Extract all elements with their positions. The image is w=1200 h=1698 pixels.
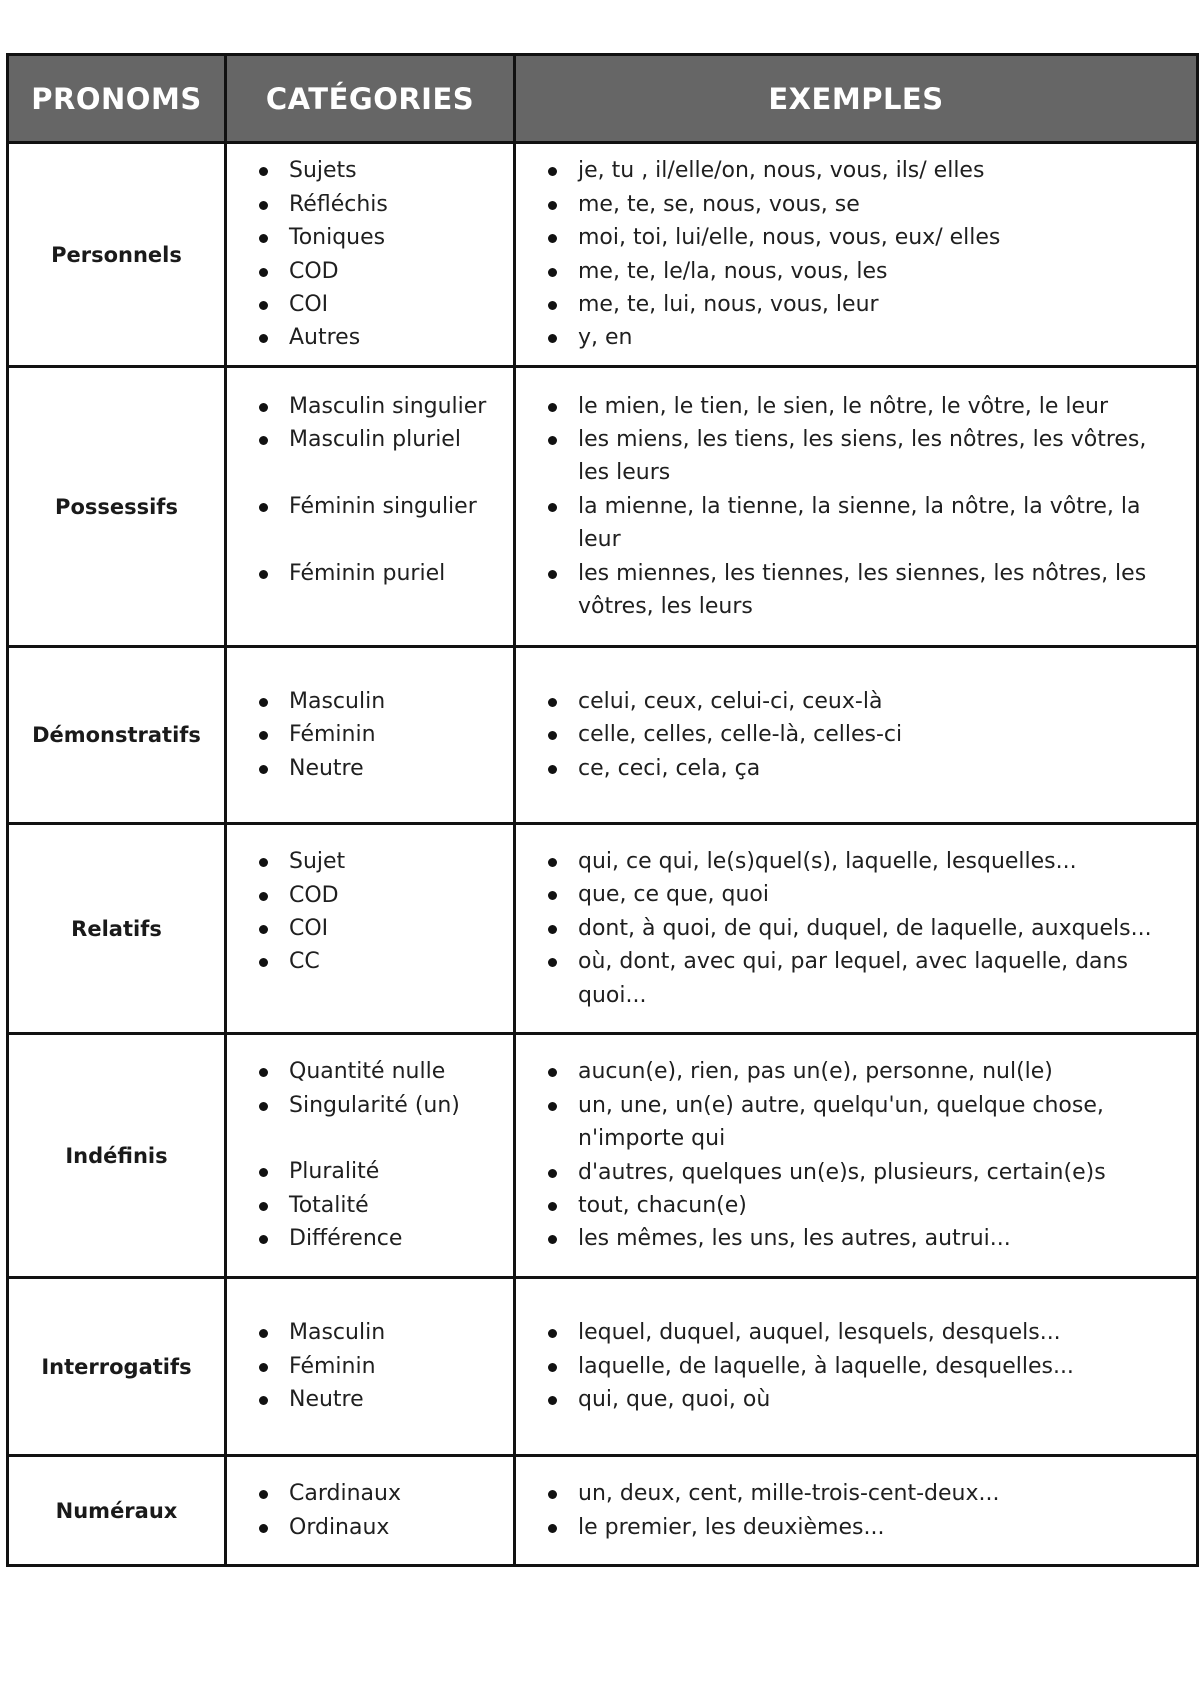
category-item: Sujet <box>257 845 513 878</box>
category-item: Quantité nulle <box>257 1055 513 1088</box>
categories-cell <box>226 1456 515 1566</box>
example-item: ce, ceci, cela, ça <box>546 752 1182 785</box>
category-item: Sujets <box>257 154 513 187</box>
category-item: Neutre <box>257 752 513 785</box>
category-item: Neutre <box>257 1383 513 1416</box>
table-row-numeraux <box>8 1456 1198 1566</box>
categories-cell <box>226 367 515 647</box>
table-row-indefinis <box>8 1034 1198 1278</box>
examples-cell <box>515 367 1198 647</box>
pronoun-name: Personnels <box>8 143 226 367</box>
category-item: Toniques <box>257 221 513 254</box>
example-item: les miens, les tiens, les siens, les nôtres, les vôtres, les leurs <box>546 423 1182 490</box>
table-row-demonstratifs <box>8 647 1198 824</box>
category-item: Ordinaux <box>257 1511 513 1544</box>
categories-list <box>227 1477 513 1544</box>
category-item: Masculin <box>257 1316 513 1349</box>
pronoun-name: Relatifs <box>8 824 226 1034</box>
category-item: Différence <box>257 1222 513 1255</box>
examples-list <box>516 685 1196 785</box>
categories-list <box>227 685 513 785</box>
example-item: celui, ceux, celui-ci, ceux-là <box>546 685 1182 718</box>
category-item: Masculin singulier <box>257 390 513 423</box>
example-item: la mienne, la tienne, la sienne, la nôtre, la vôtre, la leur <box>546 490 1182 557</box>
examples-list <box>516 1316 1196 1416</box>
examples-cell <box>515 1456 1198 1566</box>
example-item: les mêmes, les uns, les autres, autrui... <box>546 1222 1182 1255</box>
example-item: me, te, lui, nous, vous, leur <box>546 288 1182 321</box>
pronoun-name: Numéraux <box>8 1456 226 1566</box>
categories-list <box>227 390 513 590</box>
category-item: Totalité <box>257 1189 513 1222</box>
example-item: je, tu , il/elle/on, nous, vous, ils/ elles <box>546 154 1182 187</box>
category-item: Féminin <box>257 718 513 751</box>
categories-cell <box>226 1278 515 1456</box>
pronoun-name: Possessifs <box>8 367 226 647</box>
category-item: Féminin puriel <box>257 557 513 590</box>
example-item: laquelle, de laquelle, à laquelle, desquelles... <box>546 1350 1182 1383</box>
example-item: tout, chacun(e) <box>546 1189 1182 1222</box>
header-exemples: EXEMPLES <box>515 55 1198 143</box>
examples-list <box>516 845 1196 1012</box>
header-categories: CATÉGORIES <box>226 55 515 143</box>
examples-cell <box>515 1278 1198 1456</box>
examples-list <box>516 154 1196 354</box>
example-item: qui, ce qui, le(s)quel(s), laquelle, lesquelles... <box>546 845 1182 878</box>
table-row-relatifs <box>8 824 1198 1034</box>
example-item: un, une, un(e) autre, quelqu'un, quelque chose, n'importe qui <box>546 1089 1182 1156</box>
category-item: Féminin <box>257 1350 513 1383</box>
example-item: lequel, duquel, auquel, lesquels, desquels... <box>546 1316 1182 1349</box>
example-item: me, te, se, nous, vous, se <box>546 188 1182 221</box>
categories-cell <box>226 1034 515 1278</box>
category-item: COI <box>257 288 513 321</box>
example-item: le mien, le tien, le sien, le nôtre, le vôtre, le leur <box>546 390 1182 423</box>
category-item: CC <box>257 945 513 978</box>
category-item: Autres <box>257 321 513 354</box>
examples-list <box>516 390 1196 624</box>
pronoun-name: Indéfinis <box>8 1034 226 1278</box>
table-row-interrogatifs <box>8 1278 1198 1456</box>
pronoun-name: Démonstratifs <box>8 647 226 824</box>
examples-list <box>516 1477 1196 1544</box>
examples-cell <box>515 824 1198 1034</box>
category-item: COD <box>257 879 513 912</box>
example-item: qui, que, quoi, où <box>546 1383 1182 1416</box>
example-item: me, te, le/la, nous, vous, les <box>546 255 1182 288</box>
category-item: Réfléchis <box>257 188 513 221</box>
category-item: Singularité (un) <box>257 1089 513 1122</box>
example-item: dont, à quoi, de qui, duquel, de laquelle, auxquels... <box>546 912 1182 945</box>
examples-list <box>516 1055 1196 1255</box>
category-item: COD <box>257 255 513 288</box>
categories-list <box>227 1316 513 1416</box>
categories-cell <box>226 647 515 824</box>
examples-cell <box>515 647 1198 824</box>
example-item: d'autres, quelques un(e)s, plusieurs, certain(e)s <box>546 1156 1182 1189</box>
category-item: Féminin singulier <box>257 490 513 523</box>
example-item: moi, toi, lui/elle, nous, vous, eux/ elles <box>546 221 1182 254</box>
table-row-personnels <box>8 143 1198 367</box>
header-row <box>8 55 1198 143</box>
categories-list <box>227 1055 513 1255</box>
header-pronoms: PRONOMS <box>8 55 226 143</box>
examples-cell <box>515 143 1198 367</box>
example-item: les miennes, les tiennes, les siennes, les nôtres, les vôtres, les leurs <box>546 557 1182 624</box>
pronoun-name: Interrogatifs <box>8 1278 226 1456</box>
categories-list <box>227 845 513 979</box>
categories-cell <box>226 824 515 1034</box>
example-item: où, dont, avec qui, par lequel, avec laquelle, dans quoi... <box>546 945 1182 1012</box>
category-item: COI <box>257 912 513 945</box>
example-item: que, ce que, quoi <box>546 878 1182 911</box>
example-item: le premier, les deuxièmes... <box>546 1511 1182 1544</box>
table-row-possessifs <box>8 367 1198 647</box>
example-item: celle, celles, celle-là, celles-ci <box>546 718 1182 751</box>
example-item: aucun(e), rien, pas un(e), personne, nul(le) <box>546 1055 1182 1088</box>
example-item: y, en <box>546 321 1182 354</box>
pronoun-table <box>6 53 1199 1567</box>
category-item: Masculin pluriel <box>257 423 513 456</box>
categories-cell <box>226 143 515 367</box>
categories-list <box>227 154 513 354</box>
example-item: un, deux, cent, mille-trois-cent-deux... <box>546 1477 1182 1510</box>
examples-cell <box>515 1034 1198 1278</box>
category-item: Pluralité <box>257 1155 513 1188</box>
category-item: Cardinaux <box>257 1477 513 1510</box>
category-item: Masculin <box>257 685 513 718</box>
